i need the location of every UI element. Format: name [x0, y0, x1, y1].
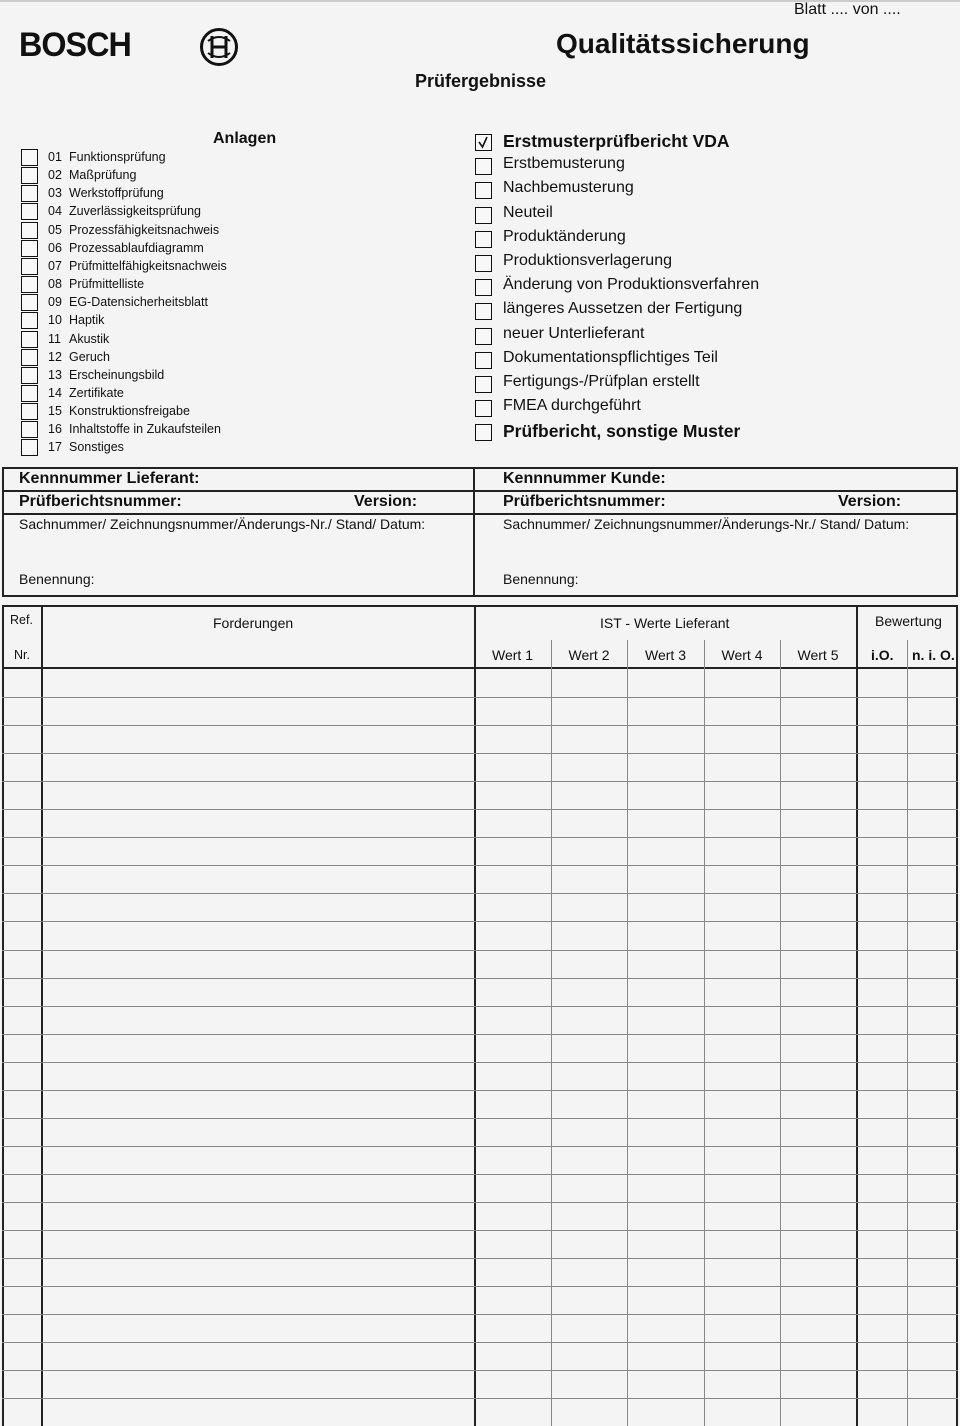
- attachment-number: 15: [48, 404, 62, 419]
- reason-checkbox[interactable]: [475, 231, 492, 248]
- table-row-divider: [2, 1090, 958, 1091]
- attachment-label: EG-Datensicherheitsblatt: [69, 295, 208, 310]
- reason-label: Fertigungs-/Prüfplan erstellt: [503, 373, 700, 390]
- attachment-number: 04: [48, 204, 62, 219]
- reason-checkbox[interactable]: [475, 279, 492, 296]
- table-row-divider: [2, 921, 958, 922]
- attachment-number: 06: [48, 240, 62, 255]
- grid-line: [474, 605, 476, 1426]
- reason-label: Nachbemusterung: [503, 179, 634, 197]
- reason-checkbox[interactable]: [475, 134, 492, 151]
- attachment-number: 05: [48, 222, 62, 237]
- nr-header: Nr.: [14, 648, 30, 662]
- reason-label: FMEA durchgeführt: [503, 397, 641, 415]
- reason-label: Dokumentationspflichtiges Teil: [503, 348, 718, 366]
- customer-name-label: Benennung:: [503, 571, 579, 587]
- ok-header: i.O.: [871, 647, 894, 663]
- not-ok-header: n. i. O.: [912, 647, 955, 663]
- table-row-divider: [2, 1034, 958, 1035]
- attachment-checkbox[interactable]: [21, 276, 38, 293]
- attachment-checkbox[interactable]: [21, 421, 38, 438]
- reason-label: längeres Aussetzen der Fertigung: [503, 300, 743, 318]
- attachment-number: 12: [48, 349, 62, 364]
- attachment-checkbox[interactable]: [21, 240, 38, 257]
- table-row-divider: [2, 837, 958, 838]
- attachment-label: Akustik: [69, 331, 110, 346]
- table-row-divider: [2, 978, 958, 979]
- table-row-divider: [2, 893, 958, 894]
- table-row-divider: [2, 1258, 958, 1259]
- check-icon: [476, 135, 491, 150]
- reason-label: Änderung von Produktionsverfahren: [503, 276, 760, 294]
- reason-label: Erstmusterprüfbericht VDA: [503, 131, 730, 151]
- attachment-label: Zuverlässigkeitsprüfung: [69, 204, 202, 219]
- reason-label: neuer Unterlieferant: [503, 324, 645, 342]
- reason-checkbox[interactable]: [475, 424, 492, 441]
- table-row-divider: [2, 950, 958, 951]
- attachment-checkbox[interactable]: [21, 349, 38, 366]
- attachment-number: 16: [48, 422, 62, 437]
- grid-line: [41, 605, 43, 1426]
- value-column-header: Wert 1: [492, 647, 533, 663]
- reason-checkbox[interactable]: [475, 376, 492, 393]
- table-row-divider: [2, 1342, 958, 1343]
- requirements-header: Forderungen: [213, 615, 294, 631]
- attachment-label: Maßprüfung: [69, 168, 137, 183]
- value-column-header: Wert 3: [645, 647, 686, 663]
- reason-label: Produktänderung: [503, 227, 626, 245]
- reason-checkbox[interactable]: [475, 207, 492, 224]
- actual-values-header: IST - Werte Lieferant: [600, 615, 730, 631]
- attachment-checkbox[interactable]: [21, 294, 38, 311]
- attachment-label: Funktionsprüfung: [69, 150, 166, 164]
- rating-header: Bewertung: [875, 613, 942, 629]
- supplier-part-label: Sachnummer/ Zeichnungsnummer/Änderungs-Nr./ Stand/ Datum:: [19, 516, 426, 532]
- table-row-divider: [2, 725, 958, 726]
- grid-line: [856, 605, 858, 1426]
- table-row-divider: [2, 1370, 958, 1371]
- attachment-label: Haptik: [69, 313, 105, 328]
- attachment-number: 01: [48, 150, 62, 164]
- customer-report-label: Prüfberichtsnummer:: [503, 493, 666, 510]
- attachment-number: 13: [48, 367, 62, 382]
- attachment-number: 17: [48, 440, 62, 455]
- grid-line: [2, 667, 958, 669]
- reason-checkbox[interactable]: [475, 255, 492, 272]
- table-row-divider: [2, 1202, 958, 1203]
- attachment-checkbox[interactable]: [21, 367, 38, 384]
- attachment-number: 14: [48, 385, 62, 400]
- reason-label: Neuteil: [503, 203, 553, 221]
- page-subtitle: Prüfergebnisse: [415, 71, 547, 91]
- attachment-checkbox[interactable]: [21, 185, 38, 202]
- table-row-divider: [2, 781, 958, 782]
- table-row-divider: [2, 1146, 958, 1147]
- value-column-header: Wert 5: [797, 647, 839, 663]
- attachment-number: 09: [48, 295, 62, 310]
- attachment-number: 02: [48, 168, 62, 183]
- bosch-armature-icon: [199, 27, 239, 72]
- ref-header: Ref.: [10, 613, 33, 627]
- table-row-divider: [2, 865, 958, 866]
- attachment-checkbox[interactable]: [21, 203, 38, 220]
- value-column-header: Wert 2: [568, 647, 610, 663]
- grid-line: [2, 605, 4, 1426]
- reason-checkbox[interactable]: [475, 328, 492, 345]
- customer-id-label: Kennnummer Kunde:: [503, 470, 666, 487]
- sheet-number: Blatt .... von ....: [794, 1, 901, 18]
- attachment-label: Geruch: [69, 349, 110, 364]
- attachment-label: Zertifikate: [69, 385, 124, 400]
- attachment-checkbox[interactable]: [21, 331, 38, 348]
- supplier-report-label: Prüfberichtsnummer:: [19, 493, 182, 510]
- attachment-checkbox[interactable]: [21, 312, 38, 329]
- table-row-divider: [2, 1006, 958, 1007]
- attachment-label: Prozessfähigkeitsnachweis: [69, 222, 220, 237]
- table-row-divider: [2, 1286, 958, 1287]
- attachment-checkbox[interactable]: [21, 149, 38, 166]
- attachment-label: Sonstiges: [69, 440, 124, 455]
- reason-label: Erstbemusterung: [503, 155, 625, 173]
- attachment-checkbox[interactable]: [21, 439, 38, 456]
- table-row-divider: [2, 1118, 958, 1119]
- attachment-checkbox[interactable]: [21, 385, 38, 402]
- customer-version-label: Version:: [838, 493, 902, 510]
- table-row-divider: [2, 753, 958, 754]
- attachment-number: 07: [48, 258, 62, 273]
- table-row-divider: [2, 1230, 958, 1231]
- attachment-label: Prüfmittelliste: [69, 277, 145, 292]
- table-row-divider: [2, 1398, 958, 1399]
- reason-checkbox[interactable]: [475, 158, 492, 175]
- table-row-divider: [2, 1062, 958, 1063]
- attachment-label: Erscheinungsbild: [69, 367, 165, 382]
- attachment-checkbox[interactable]: [21, 258, 38, 275]
- attachment-label: Prüfmittelfähigkeitsnachweis: [69, 258, 227, 273]
- attachment-number: 08: [48, 277, 62, 292]
- grid-line: [2, 605, 958, 607]
- attachment-number: 03: [48, 186, 62, 201]
- table-row-divider: [2, 1174, 958, 1175]
- attachment-checkbox[interactable]: [21, 222, 38, 239]
- supplier-version-label: Version:: [354, 493, 418, 510]
- page-title: Qualitätssicherung: [556, 28, 810, 59]
- attachment-number: 11: [48, 331, 61, 346]
- customer-part-label: Sachnummer/ Zeichnungsnummer/Änderungs-Nr./ Stand/ Datum:: [503, 516, 910, 532]
- attachments-title: Anlagen: [213, 130, 277, 147]
- table-row-divider: [2, 809, 958, 810]
- reason-checkbox[interactable]: [475, 303, 492, 320]
- reason-label: Produktionsverlagerung: [503, 252, 672, 269]
- attachment-label: Konstruktionsfreigabe: [69, 404, 190, 419]
- attachment-checkbox[interactable]: [21, 167, 38, 184]
- attachment-number: 10: [48, 313, 62, 328]
- reason-label: Prüfbericht, sonstige Muster: [503, 421, 741, 442]
- supplier-id-label: Kennnummer Lieferant:: [19, 470, 200, 487]
- attachment-label: Werkstoffprüfung: [69, 186, 164, 201]
- table-row-divider: [2, 1314, 958, 1315]
- table-row-divider: [2, 697, 958, 698]
- attachment-label: Prozessablaufdiagramm: [69, 240, 204, 255]
- reason-checkbox[interactable]: [475, 400, 492, 417]
- bosch-logo: BOSCH: [19, 26, 131, 64]
- attachment-checkbox[interactable]: [21, 403, 38, 420]
- supplier-name-label: Benennung:: [19, 571, 95, 587]
- attachment-label: Inhaltstoffe in Zukaufsteilen: [69, 422, 221, 437]
- reason-checkbox[interactable]: [475, 352, 492, 369]
- grid-line: [956, 605, 958, 1426]
- reason-checkbox[interactable]: [475, 182, 492, 199]
- value-column-header: Wert 4: [721, 647, 763, 663]
